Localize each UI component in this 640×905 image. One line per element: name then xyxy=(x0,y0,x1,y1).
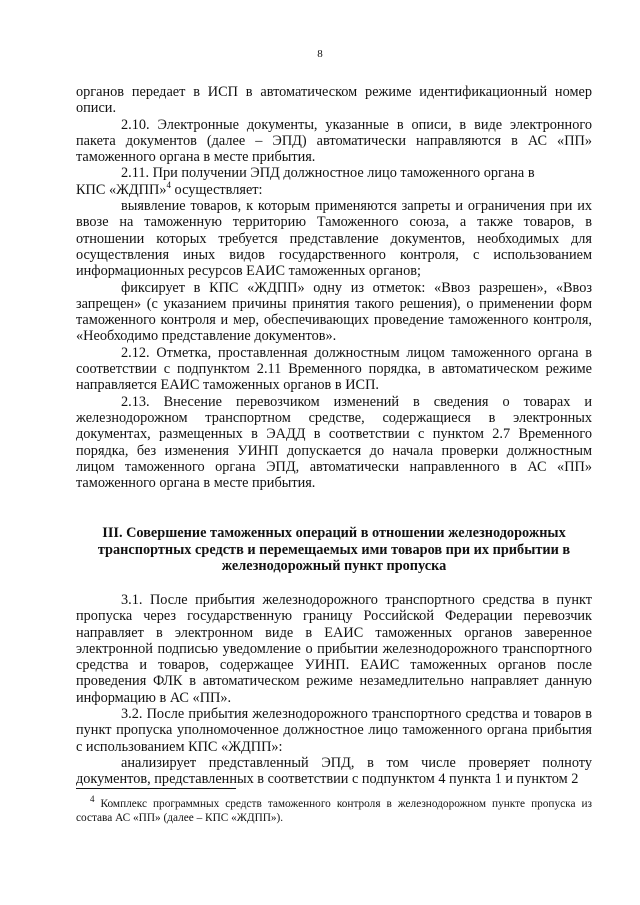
footnote-divider xyxy=(76,788,236,789)
paragraph-2-10: 2.10. Электронные документы, указанные в описи, в виде электронного пакета документов (далее – ЭПД) автоматически направляются в АС «ПП» таможенного органа в месте прибытия. xyxy=(76,116,592,166)
footnote xyxy=(76,794,592,825)
paragraph-2-11 xyxy=(76,165,592,198)
paragraph-2-13: 2.13. Внесение перевозчиком изменений в сведения о товарах и железнодорожном транспортном средстве, содержащиеся в электронных документах, размещенных в ЭАДД в соответствии с пунктом 2.7 Временного порядка, без изменения УИНП допускается до начала проверки должностным лицом таможенного органа ЭПД, автоматически направленного в АС «ПП» таможенного органа в месте прибытия. xyxy=(76,393,592,492)
paragraph-2-11-tail: осуществляет: xyxy=(170,181,263,198)
footnote-text: Комплекс программных средств таможенного контроля в железнодорожном пункте пропуска из состава АС «ПП» (далее – КПС «ЖДПП»). xyxy=(76,798,592,824)
paragraph-continuation: органов передает в ИСП в автоматическом режиме идентификационный номер описи. xyxy=(76,84,592,117)
paragraph-2-11-kps: КПС «ЖДПП» xyxy=(76,181,167,198)
section-heading: III. Совершение таможенных операций в отношении железнодорожных транспортных средств и перемещаемых ими товаров при их прибытии в железнодорожный пункт пропуска xyxy=(97,525,571,575)
paragraph-2-11-line1: 2.11. При получении ЭПД должностное лицо таможенного органа в xyxy=(121,165,535,182)
footnote-reference: 4 xyxy=(166,180,171,191)
page-number: 8 xyxy=(317,48,323,60)
footnote-marker: 4 xyxy=(90,794,95,805)
paragraph-3-1: 3.1. После прибытия железнодорожного транспортного средства в пункт пропуска через государственную границу Российской Федерации перевозчик направляет в электронном виде в ЕАИС таможенных органов заверенное электронной подписью уведомление о прибытии железнодорожного транспортного средства и товаров, содержащее УИНП. ЕАИС таможенных органов после проведения ФЛК в автоматическом режиме незамедлительно направляет данную информацию в АС «ПП». xyxy=(76,591,592,706)
paragraph-2-12: 2.12. Отметка, проставленная должностным лицом таможенного органа в соответствии с подпунктом 2.11 Временного порядка, в автоматическом режиме направляется ЕАИС таможенных органов в ИСП. xyxy=(76,344,592,394)
paragraph-3-2: 3.2. После прибытия железнодорожного транспортного средства и товаров в пункт пропуска уполномоченное должностное лицо таможенного органа прибытия с использованием КПС «ЖДПП»: xyxy=(76,706,592,755)
paragraph-2-11-item-marking: фиксирует в КПС «ЖДПП» одну из отметок: «Ввоз разрешен», «Ввоз запрещен» (с указанием причины принятия такого решения), о применении форм таможенного контроля и мер, обеспечивающих проведение таможенного контроля, «Необходимо представление документов». xyxy=(76,279,592,345)
paragraph-2-11-item-detection: выявление товаров, к которым применяются запреты и ограничения при их ввозе на таможенную территорию Таможенного союза, а также товаров, в отношении которых требуется представление документов, необходимых для осуществления иных видов государственного контроля, с использованием информационных ресурсов ЕАИС таможенных органов; xyxy=(76,198,592,280)
document-body xyxy=(76,84,592,787)
paragraph-3-2-item-analysis: анализирует представленный ЭПД, в том числе проверяет полноту документов, представленных в соответствии с подпунктом 4 пункта 1 и пунктом 2 xyxy=(76,754,592,788)
